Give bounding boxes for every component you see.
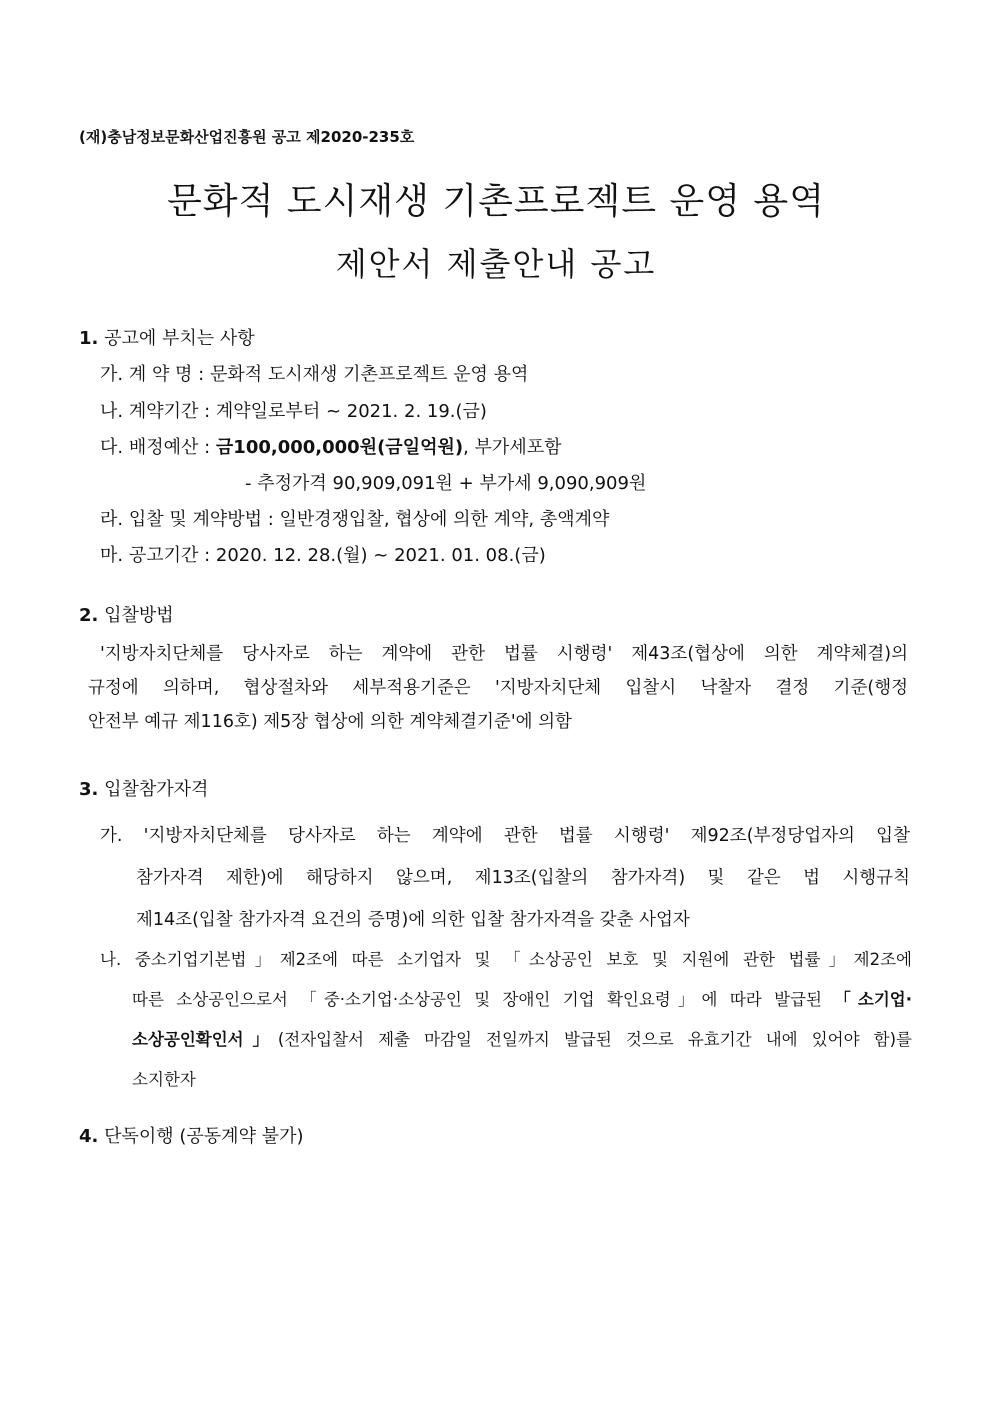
- item-b-line3-text: (전자입찰서 제출 마감일 전일까지 발급된 것으로 유효기간 내에 있어야 함)를: [277, 1030, 912, 1049]
- budget-amount: 금100,000,000원(금일억원): [215, 437, 464, 458]
- document-subtitle: 제안서 제출안내 공고: [335, 245, 657, 283]
- budget-vat-note: , 부가세포함: [463, 437, 562, 458]
- section-2-title: 입찰방법: [104, 605, 174, 626]
- notice-number: (재)충남정보문화산업진흥원 공고 제2020-235호: [79, 128, 415, 146]
- section-2-line: 안전부 예규 제116호) 제5장 협상에 의한 계약체결기준'에 의함: [88, 712, 572, 732]
- section-2-heading: [79, 605, 174, 627]
- section-3-item-b: [100, 940, 912, 1100]
- section-2-number: 2.: [79, 605, 99, 626]
- section-3-item-b-line: [100, 1020, 912, 1060]
- section-1-item-bidding-method: 라. 입찰 및 계약방법 : 일반경쟁입찰, 협상에 의한 계약, 총액계약: [100, 509, 610, 530]
- budget-label: 다. 배정예산 :: [100, 437, 216, 458]
- section-2-line: '지방자치단체를 당사자로 하는 계약에 관한 법률 시행령' 제43조(협상에 의한 계약체결)의: [100, 644, 908, 664]
- section-3-number: 3.: [79, 779, 99, 800]
- section-1-heading: [79, 328, 255, 350]
- section-3-heading: [79, 779, 208, 801]
- section-4-number: 4.: [79, 1126, 99, 1147]
- section-4-heading: [79, 1126, 303, 1148]
- section-1-item-budget: [100, 437, 561, 459]
- section-3-title: 입찰참가자격: [104, 779, 209, 800]
- item-b-line2-text: 따른 소상공인으로서 「중·소기업·소상공인 및 장애인 기업 확인요령」에 따라 발급된: [132, 990, 835, 1009]
- section-1-item-contract-period: 나. 계약기간 : 계약일로부터 ~ 2021. 2. 19.(금): [100, 401, 487, 422]
- section-2-paragraph: [88, 637, 908, 739]
- section-4-title: 단독이행 (공동계약 불가): [104, 1126, 304, 1147]
- section-3-item-a-line: 참가자격 제한)에 해당하지 않으며, 제13조(입찰의 참가자격) 및 같은 법 시행규칙: [136, 868, 910, 888]
- section-1-title: 공고에 부치는 사항: [104, 328, 255, 349]
- section-3-item-a-line: 제14조(입찰 참가자격 요건의 증명)에 의한 입찰 참가자격을 갖춘 사업자: [136, 910, 690, 930]
- section-3-item-b-line: 나. 중소기업기본법」제2조에 따른 소기업자 및 「소상공인 보호 및 지원에 관한 법률」제2조에: [100, 950, 912, 969]
- item-b-certificate-name: 소상공인확인서」: [132, 1030, 278, 1049]
- item-b-line2-bold: 「소기업·: [834, 990, 912, 1009]
- section-1-item-notice-period: 마. 공고기간 : 2020. 12. 28.(월) ~ 2021. 01. 08.(금): [100, 545, 546, 566]
- section-2-line: 규정에 의하며, 협상절차와 세부적용기준은 '지방자치단체 입찰시 낙찰자 결정 기준(행정: [88, 678, 908, 698]
- section-1-item-estimated-price: - 추정가격 90,909,091원 + 부가세 9,090,909원: [245, 473, 647, 494]
- section-3-item-a-line: 가. '지방자치단체를 당사자로 하는 계약에 관한 법률 시행령' 제92조(부정당업자의 입찰: [100, 826, 910, 846]
- section-3-item-a: [100, 815, 910, 941]
- section-3-item-b-line: 소지한자: [132, 1070, 196, 1089]
- section-1-item-contract-name: 가. 계 약 명 : 문화적 도시재생 기촌프로젝트 운영 용역: [100, 364, 529, 385]
- document-title: 문화적 도시재생 기촌프로젝트 운영 용역: [167, 181, 825, 222]
- section-3-item-b-line: [100, 980, 912, 1020]
- section-1-number: 1.: [79, 328, 99, 349]
